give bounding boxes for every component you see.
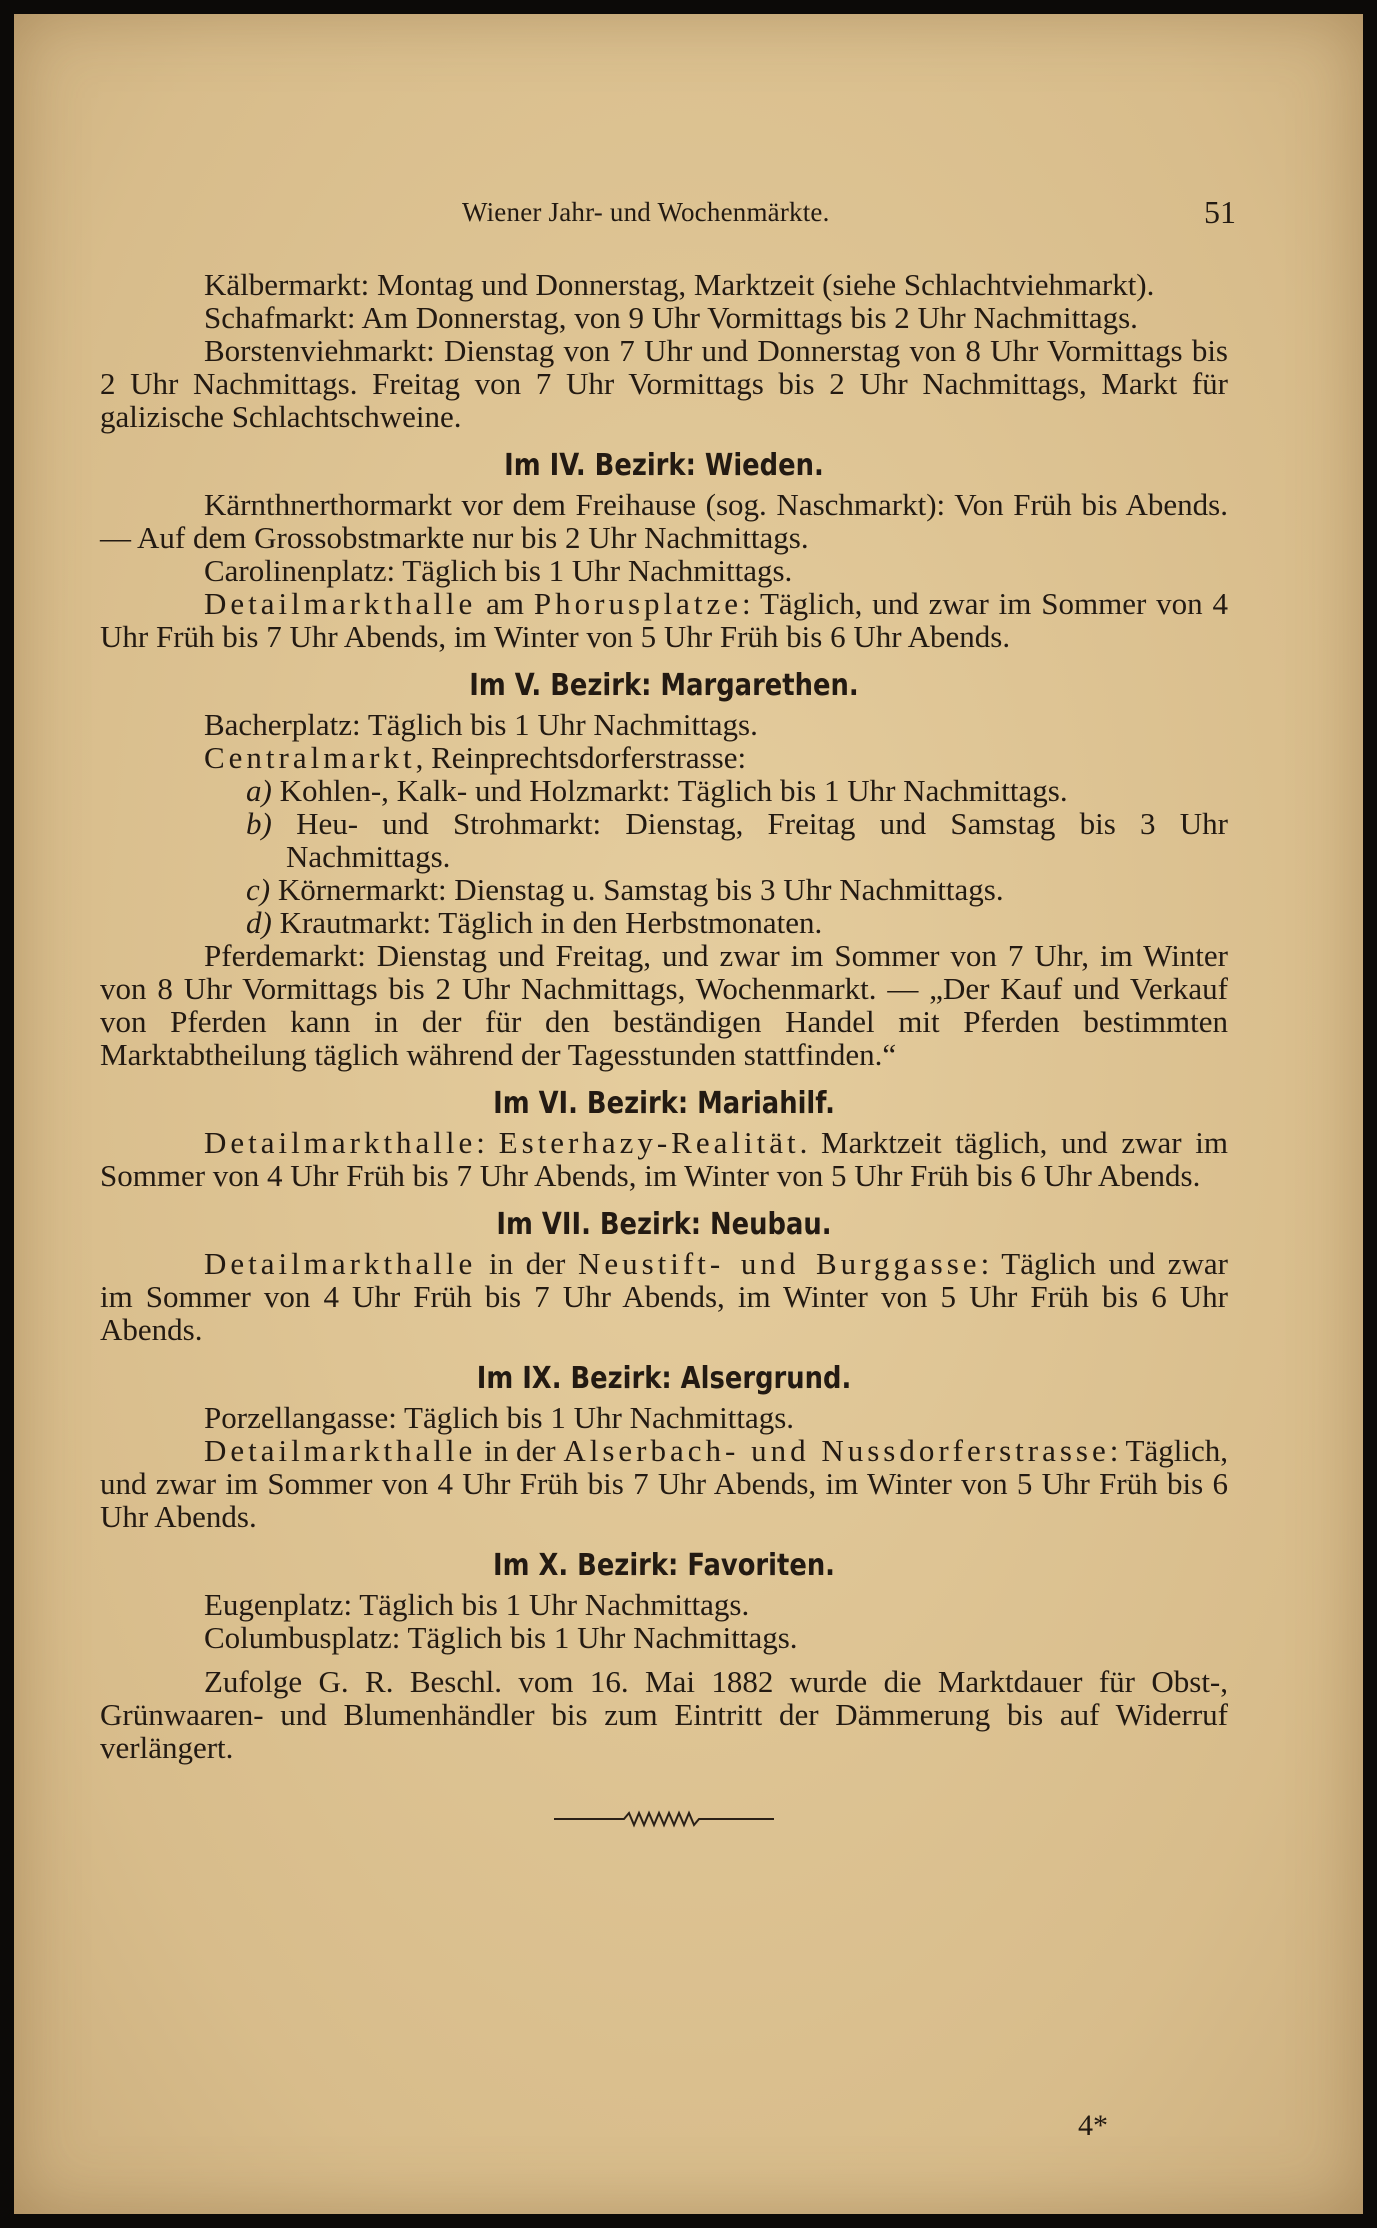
- spaced-term: Detailmarkthalle: [204, 1125, 477, 1160]
- paragraph-alserbach: [100, 1434, 1228, 1533]
- spaced-term: Detailmarkthalle: [204, 586, 477, 621]
- paragraph-kaernthnerthormarkt: Kärnthnerthormarkt vor dem Freihause (sog. Naschmarkt): Von Früh bis Abends. — Auf dem Grossobstmarkte nur bis 2 Uhr Nachmittags.: [100, 487, 1228, 555]
- paragraph-schafmarkt: Schafmarkt: Am Donnerstag, von 9 Uhr Vormittags bis 2 Uhr Nachmittags.: [204, 300, 1138, 335]
- spaced-term: Detailmarkthalle: [204, 1246, 477, 1281]
- paragraph-centralmarkt: [100, 741, 1228, 774]
- text-run: : Täglich, und zwar im Sommer von 4 Uhr Früh bis 7 Uhr Abends, im Winter von 5 Uhr Früh bis 6 Uhr Abends.: [100, 1433, 1228, 1534]
- book-page: [14, 14, 1363, 2214]
- wave-ornament-icon: [554, 1804, 774, 1834]
- text-run: , Reinprechtsdorferstrasse:: [415, 740, 747, 775]
- heading-bezirk-vi: Im VI. Bezirk: Mariahilf.: [493, 1086, 835, 1121]
- paragraph-kaelbermarkt: Kälbermarkt: Montag und Donnerstag, Marktzeit (siehe Schlachtviehmarkt).: [204, 267, 1155, 302]
- page-content: [100, 268, 1228, 1834]
- heading-bezirk-v: Im V. Bezirk: Margarethen.: [469, 668, 859, 703]
- paragraph-eugenplatz: Eugenplatz: Täglich bis 1 Uhr Nachmittags.: [204, 1587, 750, 1622]
- list-item: [246, 873, 1228, 906]
- paragraph-carolinenplatz: Carolinenplatz: Täglich bis 1 Uhr Nachmittags.: [204, 553, 793, 588]
- spaced-term: Esterhazy-Realität: [498, 1125, 800, 1160]
- spaced-term: Phorusplatze: [533, 586, 743, 621]
- heading-bezirk-ix: Im IX. Bezirk: Alsergrund.: [476, 1361, 852, 1396]
- list-item: [246, 807, 1228, 873]
- text-run: : Täglich, und zwar im Sommer von 4 Uhr Früh bis 7 Uhr Abends, im Winter von 5 Uhr Früh bis 6 Uhr Abends.: [100, 586, 1228, 654]
- paragraph-beschluss: Zufolge G. R. Beschl. vom 16. Mai 1882 wurde die Marktdauer für Obst-, Grünwaaren- und Blumenhändler bis zum Eintritt der Dämmerung bis auf Widerruf verlängert.: [100, 1664, 1228, 1765]
- paragraph-neustiftgasse: [100, 1247, 1228, 1346]
- text-run: in der: [476, 1246, 578, 1281]
- item-text: Krautmarkt: Täglich in den Herbstmonaten.: [279, 905, 823, 940]
- list-item: [246, 906, 1228, 939]
- running-title: Wiener Jahr- und Wochenmärkte.: [462, 197, 830, 227]
- item-label: c): [246, 872, 271, 907]
- heading-bezirk-iv: Im IV. Bezirk: Wieden.: [504, 448, 824, 483]
- spaced-term: Neustift- und Burggasse: [577, 1246, 981, 1281]
- text-run: am: [476, 586, 534, 621]
- ornament-divider: [100, 1804, 1228, 1834]
- paragraph-porzellangasse: Porzellangasse: Täglich bis 1 Uhr Nachmittags.: [204, 1400, 795, 1435]
- signature-mark: 4*: [1078, 2109, 1108, 2142]
- paragraph-pferdemarkt: Pferdemarkt: Dienstag und Freitag, und zwar im Sommer von 7 Uhr, im Winter von 8 Uhr Vormittags bis 2 Uhr Nachmittags, Wochenmarkt. — „Der Kauf und Verkauf von Pferden kann in der für den beständigen Handel mit Pferden bestimmten Marktabtheilung täglich während der Tagesstunden stattfinden.“: [100, 938, 1228, 1072]
- item-text: Körnermarkt: Dienstag u. Samstag bis 3 Uhr Nachmittags.: [277, 872, 1004, 907]
- paragraph-columbusplatz: Columbusplatz: Täglich bis 1 Uhr Nachmittags.: [204, 1620, 798, 1655]
- list-item: [246, 774, 1228, 807]
- text-run: : Täglich und zwar im Sommer von 4 Uhr Früh bis 7 Uhr Abends, im Winter von 5 Uhr Früh bis 6 Uhr Abends.: [100, 1246, 1228, 1347]
- item-label: a): [246, 773, 272, 808]
- item-text: Kohlen-, Kalk- und Holzmarkt: Täglich bis 1 Uhr Nachmittags.: [279, 773, 1068, 808]
- paragraph-phorusplatz: [100, 587, 1228, 653]
- paragraph-borstenviehmarkt: Borstenviehmarkt: Dienstag von 7 Uhr und Donnerstag von 8 Uhr Vormittags bis 2 Uhr Nachmittags. Freitag von 7 Uhr Vormittags bis 2 Uhr Nachmittags, Markt für galizische Schlachtschweine.: [100, 333, 1228, 434]
- paragraph-bacherplatz: Bacherplatz: Täglich bis 1 Uhr Nachmittags.: [204, 707, 758, 742]
- item-text: Heu- und Strohmarkt: Dienstag, Freitag und Samstag bis 3 Uhr Nachmittags.: [286, 806, 1229, 874]
- page-number: 51: [1204, 194, 1236, 230]
- spaced-term: Detailmarkthalle: [204, 1433, 477, 1468]
- text-run: . Marktzeit täglich, und zwar im Sommer von 4 Uhr Früh bis 7 Uhr Abends, im Winter von 5 Uhr Früh bis 6 Uhr Abends.: [100, 1125, 1228, 1193]
- text-run: :: [476, 1125, 499, 1160]
- running-header: [462, 192, 1236, 232]
- item-label: d): [246, 905, 272, 940]
- heading-bezirk-vii: Im VII. Bezirk: Neubau.: [496, 1207, 832, 1242]
- spaced-term: Alserbach- und Nussdorferstrasse: [563, 1433, 1110, 1468]
- item-label: b): [246, 806, 272, 841]
- heading-bezirk-x: Im X. Bezirk: Favoriten.: [493, 1548, 835, 1583]
- spaced-term: Centralmarkt: [204, 740, 416, 775]
- paragraph-esterhazy: [100, 1126, 1228, 1192]
- text-run: in der: [476, 1433, 564, 1468]
